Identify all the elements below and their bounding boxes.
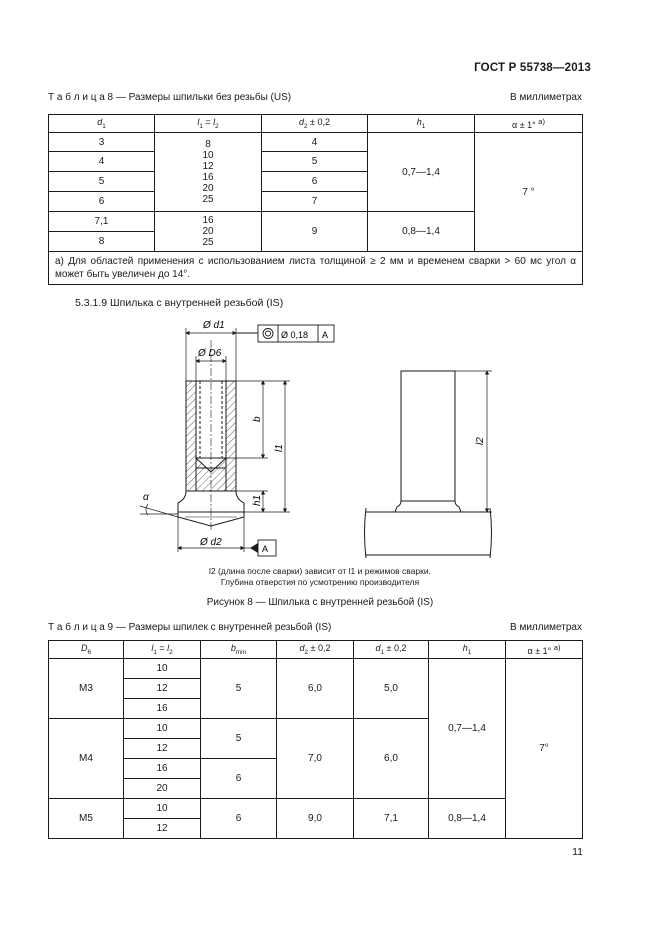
table9-header-alpha: α ± 1° $^{а)}$	[506, 641, 583, 659]
table8-cell: 10	[202, 150, 214, 161]
figure8-note-line1: l2 (длина после сварки) зависит от l1 и режимов сварки.	[209, 566, 431, 576]
page-number: 11	[572, 846, 583, 858]
table8-cell: 9	[262, 212, 368, 252]
table8-cell: 5	[49, 172, 155, 192]
table8-cell: 8	[49, 232, 155, 252]
table9-cell: 12	[124, 739, 201, 759]
table9-header-h1: $h_1$	[429, 641, 506, 659]
standard-number: ГОСТ Р 55738—2013	[474, 62, 591, 74]
stud-section-view	[178, 340, 244, 532]
table9-cell: 6,0	[354, 719, 429, 799]
table9-units: В миллиметрах	[510, 622, 582, 633]
table9-header-d2: $d_2 \pm 0,2$	[277, 641, 354, 659]
table8-cell: 0,8—1,4	[368, 212, 475, 252]
table9-cell: 0,8—1,4	[429, 799, 506, 839]
table9-cell: M5	[49, 799, 124, 839]
stud-welded-view	[365, 371, 493, 558]
table9-cell: 5	[201, 659, 277, 719]
table9-cell: 10	[124, 719, 201, 739]
table8-cell: 8	[205, 139, 211, 150]
label-h1: h1	[252, 494, 263, 506]
table9-cell: 20	[124, 779, 201, 799]
table8-cell: 7 °	[475, 133, 583, 252]
table9-cell: M4	[49, 719, 124, 799]
table8-cell: 7	[262, 192, 368, 212]
table8-header-l: $l_1 = l_2$	[155, 115, 262, 133]
table9-cell: 12	[124, 679, 201, 699]
table9-header-d1: $d_1 \pm 0,2$	[354, 641, 429, 659]
table9-cell: 9,0	[277, 799, 354, 839]
table9-cell: 6	[201, 759, 277, 799]
table8-header-h1: $h_1$	[368, 115, 475, 133]
table9-cell: 16	[124, 699, 201, 719]
table9-cell: 10	[124, 799, 201, 819]
table8-caption-text: — Размеры шпильки без резьбы (US)	[113, 92, 292, 103]
label-l1: l1	[274, 444, 285, 452]
label-b: b	[252, 416, 263, 422]
table8-caption-prefix: Т а б л и ц а 8	[48, 92, 114, 103]
label-tolerance: Ø 0,18	[281, 330, 309, 340]
label-datum-top: A	[322, 330, 329, 340]
table9-header-l: $l_1 = l_2$	[124, 641, 201, 659]
table9-cell: M3	[49, 659, 124, 719]
label-datum-bottom: A	[262, 544, 269, 554]
table9-caption	[48, 622, 331, 633]
table9-cell: 16	[124, 759, 201, 779]
table9-cell: 6	[201, 799, 277, 839]
table8-cell: 20	[202, 226, 214, 237]
table9-cell: 7,0	[277, 719, 354, 799]
table9	[48, 640, 583, 839]
table8-cell: 25	[202, 194, 214, 205]
table9-cell: 6,0	[277, 659, 354, 719]
table9-header-D6: $D_6$	[49, 641, 124, 659]
label-d2: Ø d2	[200, 537, 222, 548]
table8-cell: 4	[262, 133, 368, 152]
table9-header-bmin: $b_{min}$	[201, 641, 277, 659]
table8-cell: 6	[49, 192, 155, 212]
table9-cell: 5,0	[354, 659, 429, 719]
table9-cell: 7,1	[354, 799, 429, 839]
table8-header-d1: $d_1$	[49, 115, 155, 133]
label-d1: Ø d1	[203, 320, 225, 331]
table9-cell: 10	[124, 659, 201, 679]
table8-cell: 20	[202, 183, 214, 194]
table8-footnote: а) Для областей применения с использованием листа толщиной ≥ 2 мм и временем сварки > 60 мс угол α может быть увеличен до 14°.	[49, 252, 583, 285]
table9-cell: 12	[124, 819, 201, 839]
table8-cell: 16	[202, 172, 214, 183]
table9-cell: 0,7—1,4	[429, 659, 506, 799]
table8-cell: 0,7—1,4	[368, 133, 475, 212]
label-alpha: α	[143, 492, 149, 503]
table8-header-alpha: α ± 1° $^{а)}$	[475, 115, 583, 133]
table8-cell: 6	[262, 172, 368, 192]
label-D6: Ø D6	[198, 348, 222, 359]
clause-number: 5.3.1.9	[75, 297, 108, 309]
datum-triangle-icon	[250, 543, 258, 553]
table8-cell: 5	[262, 152, 368, 172]
table8-cell: 12	[202, 161, 214, 172]
table8-units: В миллиметрах	[510, 92, 582, 103]
table8-cell: 7,1	[49, 212, 155, 232]
table8-header-d2: $d_2 \pm 0,2$	[262, 115, 368, 133]
figure8-caption: Рисунок 8 — Шпилька с внутренней резьбой (IS)	[206, 597, 434, 608]
table8-cell: 3	[49, 133, 155, 152]
table9-cell: 5	[201, 719, 277, 759]
clause-title: Шпилька с внутренней резьбой (IS)	[110, 297, 284, 309]
figure8-note	[150, 566, 490, 588]
table8-cell: 16	[202, 215, 214, 226]
table8-cell: 4	[49, 152, 155, 172]
table9-caption-prefix: Т а б л и ц а 9	[48, 622, 114, 633]
figure8-note-line2: Глубина отверстия по усмотрению производителя	[220, 577, 420, 587]
table9-caption-text: — Размеры шпилек с внутренней резьбой (IS)	[113, 622, 332, 633]
table9-cell: 7°	[506, 659, 583, 839]
label-l2: l2	[475, 437, 486, 445]
table8-cell: 25	[202, 237, 214, 248]
